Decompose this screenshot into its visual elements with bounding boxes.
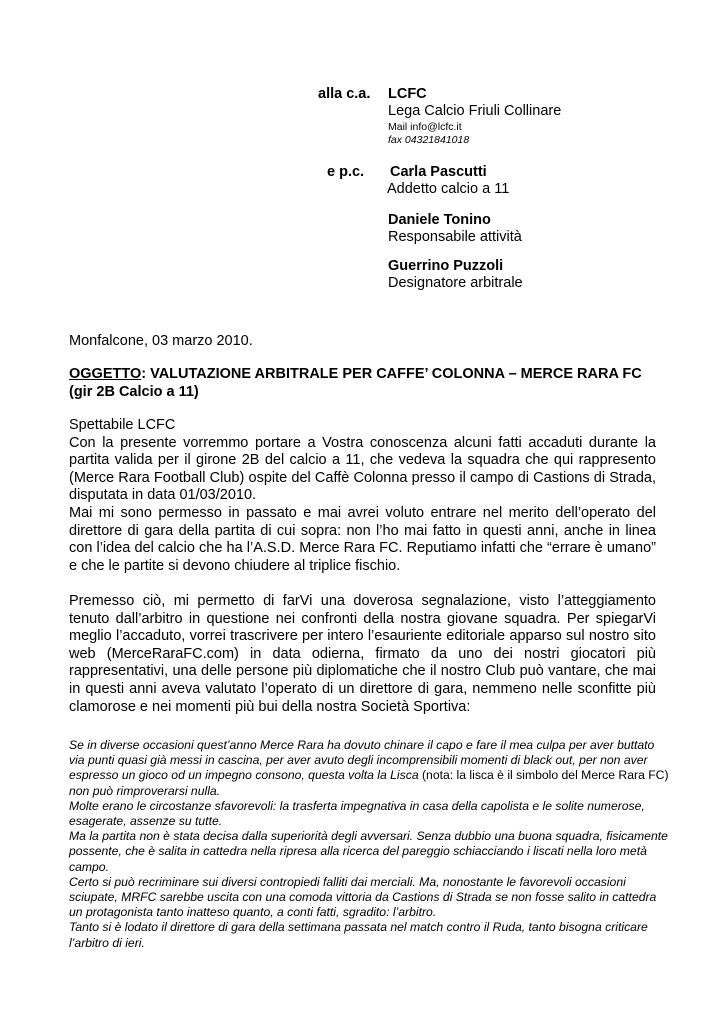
- cc-name-1: Carla Pascutti: [390, 164, 487, 180]
- recipient-fax: fax 04321841018: [388, 134, 470, 146]
- subject-label: OGGETTO: [69, 366, 142, 382]
- body-paragraph-2: Mai mi sono permesso in passato e mai avrei voluto entrare nel merito dell’operato del direttore di gara della partita di cui sopra: non l’ho mai fatto in questi anni, anche in linea con l’idea del calcio che ha l’A.S.D. Merce Rara FC. Reputiamo infatti che “errare è umano” e che le partite si devono chiudere al triplice fischio.: [69, 504, 656, 574]
- place-date: Monfalcone, 03 marzo 2010.: [69, 333, 253, 349]
- subject-text: : VALUTAZIONE ARBITRALE PER CAFFE’ COLONNA – MERCE RARA FC (gir 2B Calcio a 11): [69, 366, 642, 400]
- quote-p1-main: Se in diverse occasioni quest’anno Merce Rara ha dovuto chinare il capo e fare il mea culpa per aver buttato via punti quasi già messi in cascina, per aver avuto degli incomprensibili momenti di black out, per non aver espresso un gioco od un impegno consono, questa volta la Lisca: [69, 738, 655, 783]
- letter-body: [69, 417, 656, 716]
- body-paragraph-1: Con la presente vorremmo portare a Vostra conoscenza alcuni fatti accaduti durante la partita valida per il girone 2B del calcio a 11, che vedeva la squadra che qui rappresento (Merce Rara Football Club) ospite del Caffè Colonna presso il campo di Castions di Strada, disputata in data 01/03/2010.: [69, 434, 656, 504]
- quote-paragraph-5: Tanto si è lodato il direttore di gara della settimana passata nel match contro il Ruda, tanto bisogna criticare l’arbitro di ieri.: [69, 920, 648, 950]
- quote-p1-note: (nota: la lisca è il simbolo del Merce Rara FC): [418, 768, 669, 783]
- quote-p1-end: non può rimproverarsi nulla.: [69, 783, 221, 798]
- quote-paragraph-3: Ma la partita non è stata decisa dalla superiorità degli avversari. Senza dubbio una buona squadra, fisicamente possente, che è salita in cattedra nella ripresa alla ricerca del pareggio schiacciando i liscati nella loro metà campo.: [69, 829, 668, 874]
- salutation: Spettabile LCFC: [69, 417, 176, 433]
- body-paragraph-3: Premesso ciò, mi permetto di farVi una doverosa segnalazione, visto l’atteggiamento tenuto dall’arbitro in questione nei confronti della nostra giovane squadra. Per spiegarVi meglio l’accaduto, vorrei trascrivere per intero l’esauriente editoriale apparso sul nostro sito web (MerceRaraFC.com) in data odierna, firmato da uno dei nostri giocatori più rappresentativi, una delle persone più diplomatiche che il nostro Club può vantare, che mai in questi anni aveva valutato l’operato di un direttore di gara, nemmeno nelle sconfitte più clamorose e nei momenti più bui della nostra Società Sportiva:: [69, 592, 656, 715]
- quote-paragraph-4: Certo si può recriminare sui diversi contropiedi falliti dai merciali. Ma, nonostante le favorevoli occasioni sciupate, MRFC sarebbe uscita con una comoda vittoria da Castions di Strada se non fosse salito in cattedra un protagonista tanto inatteso quanto, a conti fatti, sgradito: l’arbitro.: [69, 874, 657, 920]
- quoted-editorial: [69, 738, 669, 951]
- cc-role-3: Designatore arbitrale: [388, 275, 523, 291]
- subject-line: [69, 366, 669, 401]
- recipient-name: LCFC: [388, 86, 427, 102]
- quote-paragraph-1: [69, 738, 669, 799]
- recipient-mail: Mail info@lcfc.it: [388, 121, 462, 133]
- quote-paragraph-2: Molte erano le circostanze sfavorevoli: la trasferta impegnativa in casa della capolista e le solite numerose, esagerate, assenze su tutte.: [69, 798, 645, 829]
- cc-label: e p.c.: [327, 164, 365, 180]
- cc-name-3: Guerrino Puzzoli: [388, 258, 504, 274]
- attn-label: alla c.a.: [318, 86, 371, 102]
- cc-role-2: Responsabile attività: [388, 229, 522, 245]
- cc-role-1: Addetto calcio a 11: [387, 181, 510, 197]
- recipient-organization: Lega Calcio Friuli Collinare: [388, 103, 562, 119]
- cc-name-2: Daniele Tonino: [388, 212, 491, 228]
